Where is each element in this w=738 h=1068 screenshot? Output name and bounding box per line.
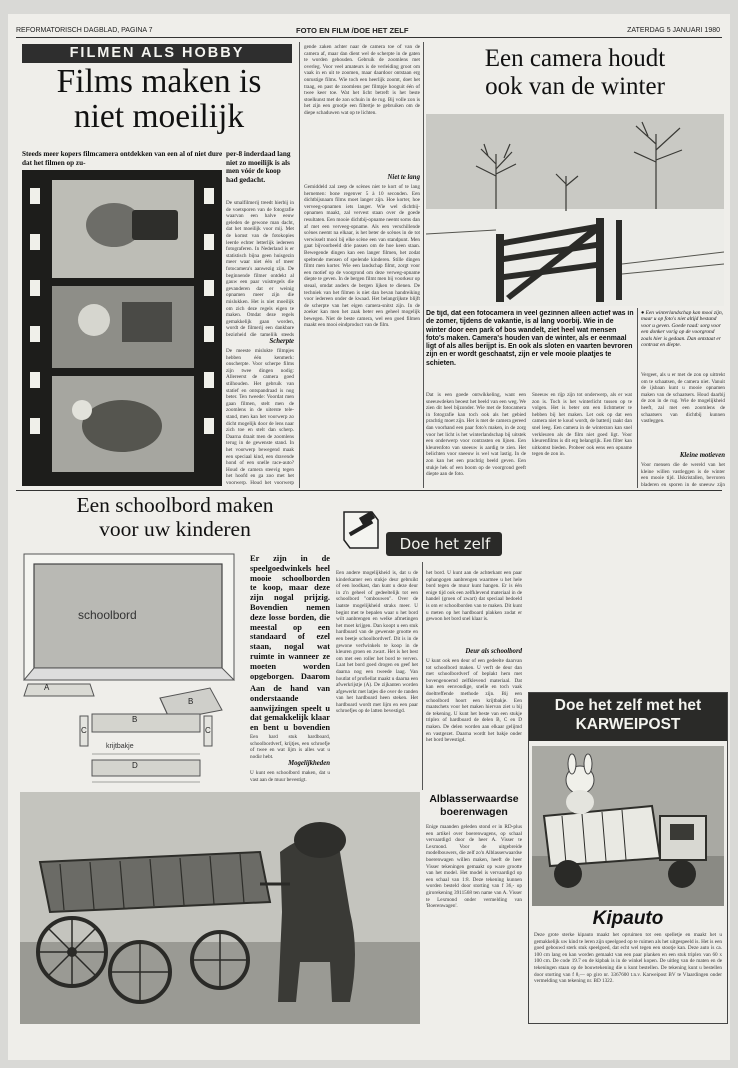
schoolbord-col2: Een andere mogelijkheid is, dat u de kinderkamer een stukje deur gebruikt of een loodkast, dan kunt u deze deur in z'n geheel of gedeeltelijk tot een schoolbord "ombouwen". Over de laatste mogelijkheid straks meer. U begint met te bepalen waar u het bord wilt aanbrengen en welke afmetingen het moet krijgen. Dan koopt u een stuk hardboard van de gewenste grootte en een beetje schoolbordverf. Dit is in de gewone verfwinkels te koop in de kleuren groen en zwart. Het is het best om met een roller het bord te verven. Laat het bord goed drogen en geef het daarna nog een tweede laag. Van houtlat of profiellat maakt u daarna een afwerkrijstje (A). De zijkanten worden afgewerkt met latjes die over de randen van het hardboard heen steken. Het hardboard wordt met lijm en een paar schroefjes op de latten bevestigd. (336, 570, 418, 715)
doe-het-zelf-hammer-icon (338, 504, 388, 556)
winter-landscape-image (426, 114, 724, 306)
header-right: ZATERDAG 5 JANUARI 1980 (627, 27, 720, 34)
film-column-rule (299, 42, 300, 488)
film-title-line1: Films maken is (56, 63, 262, 100)
film-title-line2: niet moeilijk (73, 98, 245, 135)
schoolbord-diagram (20, 550, 246, 786)
film-subhead-niet-te-lang: Niet te lang (387, 174, 420, 181)
schoolbord-subhead-deur: Deur als schoolbord (465, 648, 522, 655)
camera-lede: De tijd, dat een fotocamera in veel gezinnen alleen actief was in de zomer, tijdens de vakantie, is al lang voorbij. Wie in de winter door een park of bos wandelt, ziet heel wat mensen foto's maken. Camera's houden van de winter, als er eenmaal ligt of als alles berijpt is. En ook als sloten en vaarten bevroren zijn en er wordt geschaatst, zijn er vele mooie plaatjes te schieten. (426, 310, 634, 367)
camera-col1: Dat is een goede ontwikkeling, want een sneeuwdeken beoest het beeld van een weg. We zien dit heel bijzonder. Wie met de fotocamera in fotografie kan toch ook als het gebied prachtig moet zijn. Het is met de camera gereed dan voorhand een paar foto's maken, in de zorg voor het licht is het winterlandschap bij uitstek een onderwerp voor contrasten en lijnen. Een kleurenfoto van sneeuw is aardig te zien. Het belichten voor sneeuw is wel wat lastig. In de zon kan het een prachtig beeld geven. Een stukje hek of een boom op de voorgrond geeft diepte aan de foto. (426, 392, 526, 478)
newspaper-page (8, 14, 730, 1060)
diagram-label-d: D (132, 761, 138, 770)
schoolbord-body1b: U kunt een schoolbord maken, dat u vast aan de muur bevestigt. (250, 770, 330, 783)
alblasser-title-line1: Alblasserwaardse (429, 793, 519, 805)
kipauto-photo (532, 746, 724, 906)
alblasser-title-line2: boerenwagen (440, 806, 508, 818)
doe-het-zelf-label: Doe het zelf (399, 535, 491, 553)
kipauto-image (532, 746, 724, 906)
schoolbord-col3b: U kunt ook een deur of een gedeelte daarvan tot schoolbord maken. U verft de deur dan met schoolbordverf of beplakt hem met bovengenoemd zelfklevend materiaal. Dat kan een eenvoudige, snelle en toch vaak doeltreffende methode zijn. Bij een schoolbord hoort een krijtbakje. Een maatschets voor het maken hiervan ziet u bij de tekening. U kunt het beste van een stukje triplex of hardboard de delen B, C en D maken. De delen worden aan elkaar gelijmd en vastgezet. Daarna wordt het bakje onder het bord bevestigd. (426, 658, 522, 744)
alblasser-body: Enige maanden geleden stond er in RD-plus een artikel over boerenwagens, op schaal vervaardigd door de heer A. Visser te Lexmond. Voor de uitgebreide modelbouwers, die zelf zo'n Alblasserwaardse boerenwagen willen maken, heeft de heer Visser tekeningen gemaakt op ware grootte van het model. Het model is vervaardigd op een schaal van 1:8. Deze tekening kunnen worden besteld door storting van f 36,- op girorekening 3911568 ten name van A. Visser te Lexmond onder vermelding van 'Boerenwagen'. (426, 824, 522, 910)
film-col3-top: gende zaken achter naar de camera toe of van de camera af, maar dan dient wel de scherpte in de gaten te worden gehouden. Gebruik de zoomlens met overleg. Voor veel amateurs is de verleiding groot om vaak in en uit te zoomen, maar daardoor ontstaan erg onrustige films. Wie toch een heerlijk zoomt, doet het traag, en past de zoomlens per filmpje hooguit één of twee keer toe. Wat het licht betreft is het beste stoelkunst met de zon schuin in de rug. Bij volle zon is het zijn een grootje een filtertje te gebruiken om de diepe schaduwen wat op te lichten. (304, 44, 420, 116)
boerenwagen-image (20, 792, 420, 1024)
film-banner: FILMEN ALS HOBBY (22, 44, 292, 63)
camera-col3: Vergeet, als u er met de zon op uittrekt om te schaatsen, de camera niet. Vanuit de ijsbaan kunt u mooie opnamen maken van de schaatsers. Houd daarbij de zon in de rug. Wie de mogelijkheid heeft, zal met een zoomlens de schaatsers van dichtbij kunnen vastleggen. (641, 372, 725, 425)
diagram-label-c-left: C (81, 726, 87, 735)
film-lede-cont: per-8 inderdaad lang niet zo moeilijk is als men vóór de koop had gedacht. (226, 150, 291, 184)
schoolbord-intro: Er zijn in de speelgoedwinkels heel mooie schoolborden te koop, maar deze zijn nogal prijzig. Bovendien nemen deze losse borden, die meestal op een standaard of ezel staan, nogal wat ruimte in wanneer ze moeten worden opgeborgen. Daarom (250, 554, 330, 680)
film-body2: De meeste mislukte filmpjes hebben één kenmerk: onscherpte. Voor scherpe films zijn twee dingen nodig: Allereerst de camera goed stilhouden. Het gebruik van statief en ontspandraad is nog beter. Ten tweede: Voordat men gaan filmen, stelt men de zoomlens in de uiterste tele-stand, men kan het voorwerp zo dicht mogelijk door de lens naar zich toe en stelt dan scherp. Daarna draait men de zoomlens terug in de gewenste stand. In het voorwerp bewegend maak een speciaal kind, een dravende hond of een snelle race-auto? Houd de camera steevig tegen het hoofd en ga zoo met het voorwerp. Houd het voorwerp (226, 348, 294, 486)
karweipost-title-line1: Doe het zelf met het (554, 697, 702, 714)
camera-column-rule (423, 42, 424, 488)
camera-photo-caption: ● Een winterlandschap kan mooi zijn, maar u op foto's niet altijd bestand voor u geven. Goede raad: sorg voor een donker vorig op de voorgrond zoals hier is gedaan. Dan ontstaat er contrast en diepte. (641, 310, 724, 349)
schoolbord-column-rule (422, 562, 423, 790)
diagram-label-b2: B (132, 715, 138, 724)
schoolbord-subhead-mogelijkheden: Mogelijkheden (288, 760, 330, 767)
schoolbord-label: schoolbord (78, 608, 137, 622)
kipauto-body: Deze grote sterke kipauto maakt het opruimen tot een spelletje en maakt het u gemakkelijk uw kind te leren zijn speelgoed op te ruimen als het uitgespeeld is. Het is een goed gebouwd sterk stuk speelgoed, dat echt wel tegen een stootje kan. Deze auto is ca. 100 cm lang en kan worden gemaakt van een paar planken en een stuk triplex van 60 x 100 cm. De code 19.7 en de kipbak is in de winkel kopen. De uitleg van de maten en de tekeningen staan op de bouwtekening die u kunt bestellen. De tekening kunt u bestellen door storting van f 8,— op giro nr. 3367600 t.n.v. Karweipost BV te Vlaardingen onder vermelding van tekening nr. BD 1322. (534, 932, 722, 985)
schoolbord-col3: het bord. U kunt aan de achterkant een paar ophangogen aanbrengen waarmee u het hele bord tegen de muur kunt hangen. Er is één enige tijd ook een zelfklevend materiaal in de handel (groen of zwart) dat speciaal bedoeld is om er schoolborden van te maken. Dit kunt u meten op het hardboard plakken zodat er gewoon het bord snel klaar is. (426, 570, 522, 623)
camera-subhead-kleine-motieven: Kleine motieven (679, 452, 725, 459)
film-lede: Steeds meer kopers filmcamera ontdekken van een al of niet dure dat het filmen op zu- (22, 150, 223, 167)
schoolbord-body1: Een hard stuk hardboard, schoolbordverf, krijtjes, een schroefje of twee en wat lijm is alles wat u nodig hebt. (250, 734, 330, 758)
schoolbord-title-line2: voor uw kinderen (99, 517, 251, 541)
section-divider (16, 490, 722, 491)
diagram-label-b: B (188, 697, 194, 706)
boerenwagen-photo (20, 792, 420, 1024)
camera-col3b: Voor mensen die de wereld van het kleine willen vastleggen is de winter een mooie tijd. IJskristallen, bevroren bladeren en sporen in de sneeuw zijn (641, 462, 725, 488)
diagram-label-a: A (44, 683, 50, 692)
film-strip-photo (22, 170, 222, 486)
film-strip-image (22, 170, 222, 486)
film-subhead-scherpte: Scherpte (269, 338, 294, 345)
camera-caption-rule (637, 308, 638, 488)
film-body1: De smalfilmerij treedt hierbij in de voetsporen van de fotografie waarvan een halve eeuw geleden de gewone man dacht, dat het moeilijk voor mij. Met de komst van de fotokopies leerde echter letterlijk iedereen fotograferen. In Nederland is er statistisch bijna geen huisgezin meer waar niet één of meer fotocamera's aanwezig zijn. De beginnende filmer ontdekt al gauw een paar vuistregels die gevanderen dat er weinig opnamen meer zijn die mislukken. Het is niet moeilijk om zich deze regels eigen te maken. Omdat deze regels gemakkelijk gaan worden, wordt de filmerij een dankbare bezigheid die tamelijk steeds (226, 200, 294, 336)
schoolbord-intro2: Aan de hand van onderstaande aanwijzingen speelt u dat gemakkelijk klaar en bent u bovendien (250, 684, 330, 732)
kipauto-title: Kipauto (592, 908, 664, 929)
diagram-label-krijtbakje: krijtbakje (106, 743, 134, 750)
camera-title-line1: Een camera houdt (484, 45, 666, 72)
header-center: FOTO EN FILM /DOE HET ZELF (296, 26, 409, 35)
header-left: REFORMATORISCH DAGBLAD, PAGINA 7 (16, 27, 153, 34)
winter-landscape-photo (426, 114, 724, 306)
camera-col2: Sneeuw en rijp zijn tot onderwerp, als er wat zon is. Toch is het winterlicht tussen op te volgen. Het is beter om een lichtmeter te hebben bij het maken. Let ook op dat een camera niet te koud wordt, de batterij raakt dan snel leeg. Een camera in de winterzon kan snel verkleuren als de film niet goed ligt. Voor kleurenfilms is dit erg belangrijk. Een filter kan uitkomst bieden. Probeer ook eens een opname tegen de zon in. (532, 392, 632, 458)
karweipost-title-line2: KARWEIPOST (575, 716, 681, 733)
schoolbord-title-line1: Een schoolbord maken (76, 493, 274, 517)
diagram-label-c-right: C (205, 726, 211, 735)
camera-title-line2: ook van de winter (485, 73, 665, 100)
film-col3-bottom: Gemiddeld zal zeep de scènes niet te kort of te lang hernemen: bone regenver 5 à 10 seconden. Een dichtbijsnaam films moet langer zijn. Hoe korter, hoe verveeg-opnamen iets langer. Wie wel dichtbij-opnamen maakt, zal vervest staan over de goede resultaten. Een mooie dichtbij-opname neemt soms dan af met een verveeg-opname. Als een verschillende scènes neemt na elkaar, is het beter de scènes in de tot verwisselt mooi bij elke scène een van standpunt. Men gaat bijvoorbeeld drie passen om de hoe keen staan. Bewegende dingen kan een langer filmen, het zodat speltende mensen of spelende kinderen. Stille dingen filmt men korter. Wie een landschap filmt, zorgt voor een motief op de voorgrond om deze verweg-opname diepte te geven. In de bergen filmt men bij voorkeur op steaal, omdat anders de bergen lijken te dienen. De techniek van het filmen is niet dan bevan handreiking voor iedereen onder de kwaad. Het belangrijkste blijft de scherpte van het eigen camera-snitst zijn. In de zoeker kan men het zaak beter een geheel mogelijk bewegen. Niet de beste camera, wel een goed filmen maakt een mooi eindproduct van de film. (304, 184, 420, 329)
header-rule (16, 37, 722, 38)
